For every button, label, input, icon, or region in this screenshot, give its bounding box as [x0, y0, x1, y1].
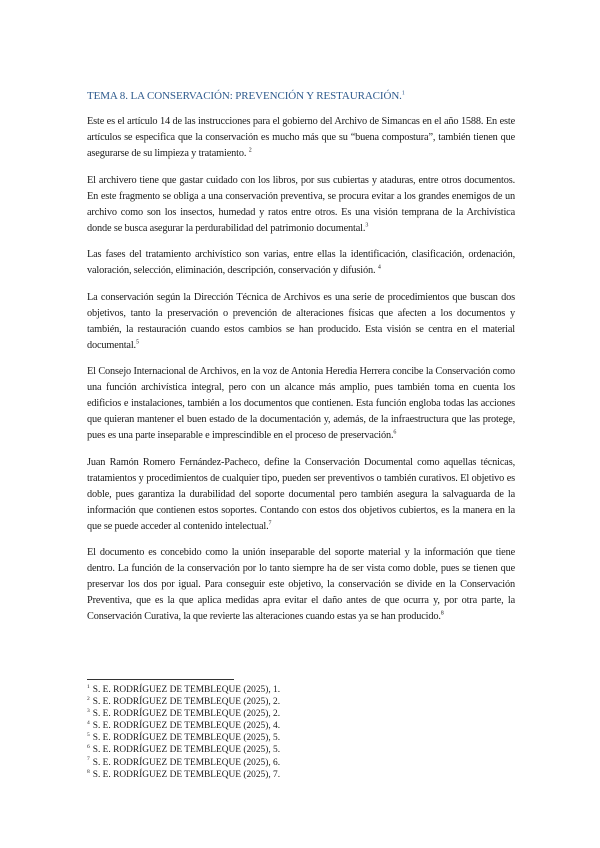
footnote: $^2$ S. E. RODRÍGUEZ DE TEMBLEQUE (2025), 2.	[87, 695, 281, 708]
footnote-divider	[87, 679, 234, 680]
paragraph: Este es el artículo 14 de las instrucciones para el gobierno del Archivo de Simancas en el año 1588. En este artículos se especifica que la conservación es mucho más que su “buena compostura”, también tienen que asegurarse de su limpieza y tratamiento. $^2$	[87, 116, 515, 159]
footnote-ref: 7	[268, 520, 272, 527]
paragraph: Juan Ramón Romero Fernández-Pacheco, define la Conservación Documental como aquellas técnicas, tratamientos y procedimientos de cualquier tipo, pueden ser preventivos o también curativos. El objetivo es doble, pues garantiza la durabilidad del soporte documental pero también asegura la salvaguarda de la información que contienen estos soportes. Contando con estos dos objetivos cubiertos, es la manera en la que se puede acceder al contenido intelectual.$^7$	[87, 456, 515, 532]
footnote-ref: 4	[377, 264, 381, 271]
footnote: $^4$ S. E. RODRÍGUEZ DE TEMBLEQUE (2025), 4.	[87, 720, 281, 732]
document-body	[87, 114, 515, 636]
footnote-ref: 3	[365, 222, 369, 229]
paragraph: El archivero tiene que gastar cuidado con los libros, por sus cubiertas y ataduras, entre otros documentos. En este fragmento se obliga a una conservación preventiva, se procura evitar a los grandes enemigos de un archivo como son los insectos, humedad y ratos entre otros. Es una visión temprana de la Archivística donde se busca asegurar la perdurabilidad del patrimonio documental.$^3$	[87, 174, 515, 234]
paragraph: El documento es concebido como la unión inseparable del soporte material y la información que tiene dentro. La función de la conservación por lo tanto siempre ha de ser vista como doble, pues se tienen que preservar los dos por igual. Para conseguir este objetivo, la conservación se divide en la Conservación Preventiva, que es la que aplica medidas apra evitar el daño antes de que ocurra y, por otra parte, la Conservación Curativa, la que revierte las alteraciones cuando estas ya se han producido.$^8$	[87, 547, 515, 622]
paragraph: La conservación según la Dirección Técnica de Archivos es una serie de procedimientos que buscan dos objetivos, tanto la preservación o prevención de alteraciones físicas que afecten a los documentos y también, la restauración cuando estos cambios se han producido. Esta visión se centra en el material documental.$^5$	[87, 291, 515, 351]
footnote-ref: 1	[401, 90, 405, 97]
footnote-ref: 5	[135, 339, 139, 346]
paragraph: El Consejo Internacional de Archivos, en la voz de Antonia Heredia Herrera concibe la Conservación como una función archivística integral, pero con un alcance más amplio, pues también toma en cuenta los edificios e instalaciones, también a los documentos que contienen. Esta función engloba todas las acciones que quieran mantener el buen estado de la documentación y, además, de la infraestructura que las protege, pues es una parte inseparable e imprescindible en el proceso de preservación.$^6$	[87, 366, 515, 441]
footnote-ref: 2	[248, 147, 252, 154]
paragraph: Las fases del tratamiento archivístico son varias, entre ellas la identificación, clasificación, ordenación, valoración, selección, eliminación, descripción, conservación y difusión. $^4$	[87, 249, 515, 276]
footnotes	[87, 684, 517, 781]
footnote: $^5$ S. E. RODRÍGUEZ DE TEMBLEQUE (2025), 5.	[87, 732, 281, 744]
footnote: $^8$ S. E. RODRÍGUEZ DE TEMBLEQUE (2025), 7.	[87, 768, 281, 780]
footnote: $^3$ S. E. RODRÍGUEZ DE TEMBLEQUE (2025), 2.	[87, 708, 281, 720]
footnote-ref: 8	[440, 610, 444, 617]
section-title-text: TEMA 8. LA CONSERVACIÓN: PREVENCIÓN Y RESTAURACIÓN.	[87, 90, 402, 102]
footnote-ref: 6	[393, 429, 397, 436]
footnote: $^7$ S. E. RODRÍGUEZ DE TEMBLEQUE (2025), 6.	[87, 756, 281, 768]
footnote: $^6$ S. E. RODRÍGUEZ DE TEMBLEQUE (2025), 5.	[87, 744, 281, 756]
section-title	[87, 90, 527, 102]
footnote: $^1$ S. E. RODRÍGUEZ DE TEMBLEQUE (2025), 1.	[87, 683, 281, 695]
